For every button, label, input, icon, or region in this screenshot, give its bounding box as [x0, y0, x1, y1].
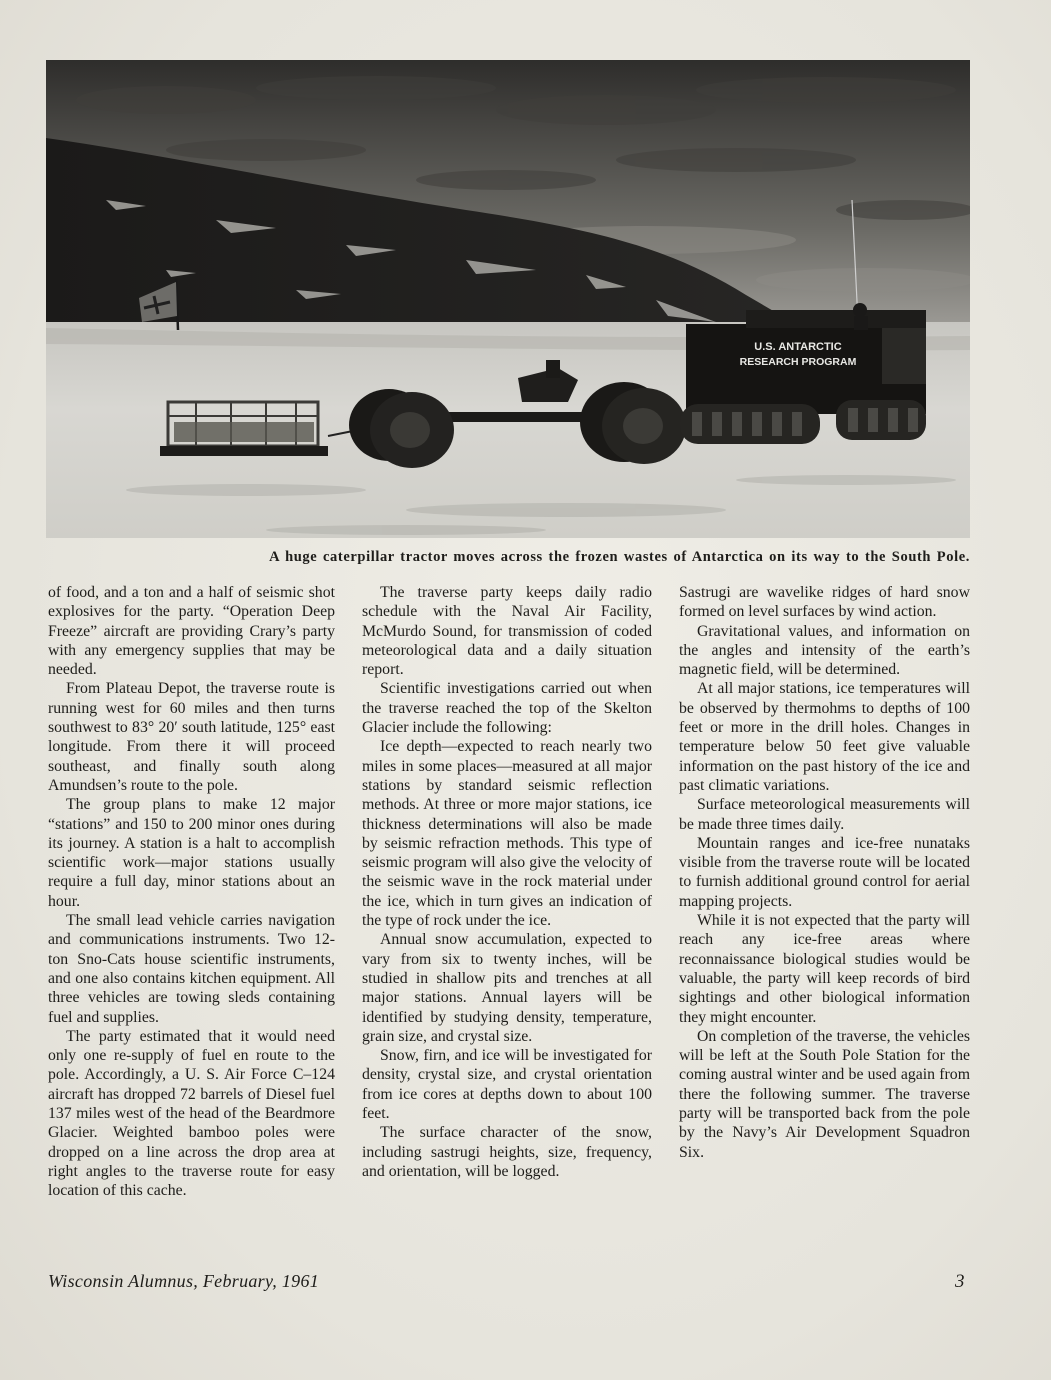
publication-footer: Wisconsin Alumnus, February, 1961	[48, 1271, 320, 1291]
paragraph: Ice depth—expected to reach nearly two miles in some places—measured at all major stations by standard seismic reflection methods. At three or more major stations, ice thickness determinations will also be made by seismic refraction methods. This type of seismic program will also give the velocity of the seismic wave in the rock material under the ice, which in turn gives an indication of the type of rock under the ice.	[362, 738, 652, 930]
paragraph: From Plateau Depot, the traverse route is running west for 60 miles and then turns southwest to 83° 20′ south latitude, 125° east longitude. From there it will proceed southeast, and finally south along Amundsen’s route to the pole.	[48, 680, 335, 794]
paragraph: Sastrugi are wavelike ridges of hard snow formed on level surfaces by wind action.	[679, 584, 970, 621]
paragraph: Mountain ranges and ice-free nunataks visible from the traverse route will be located to furnish additional ground control for aerial mapping projects.	[679, 834, 970, 910]
paragraph: At all major stations, ice temperatures will be observed by thermohms to depths of 100 feet or more in the drill holes. Changes in temperature below 50 feet give valuable information on the past history of the ice and past climatic variations.	[679, 680, 970, 794]
paragraph: The surface character of the snow, including sastrugi heights, size, frequency, and orientation, will be logged.	[362, 1124, 652, 1180]
antarctic-tractor-photo	[46, 60, 970, 538]
vehicle-label-line2: RESEARCH PROGRAM	[739, 356, 857, 368]
paragraph: Gravitational values, and information on the angles and intensity of the earth’s magnetic field, will be determined.	[679, 622, 970, 679]
photo-illustration	[46, 60, 970, 538]
photo-caption: A huge caterpillar tractor moves across the frozen wastes of Antarctica on its way to the South Pole.	[269, 549, 970, 565]
paragraph: The small lead vehicle carries navigation and communications instruments. Two 12-ton Sno-Cats house scientific instruments, and one also contains kitchen equipment. All three vehicles are towing sleds containing fuel and supplies.	[48, 912, 335, 1026]
paragraph: Scientific investigations carried out when the traverse reached the top of the Skelton Glacier include the following:	[362, 680, 652, 737]
paragraph: The group plans to make 12 major “stations” and 150 to 200 minor ones during its journey. A station is a halt to accomplish scientific work—major stations usually require a full day, minor stations about an hour.	[48, 796, 335, 910]
paragraph: The traverse party keeps daily radio schedule with the Naval Air Facility, McMurdo Sound, for transmission of coded meteorological data and a daily situation report.	[362, 584, 652, 679]
paragraph: Snow, firn, and ice will be investigated for density, crystal size, and crystal orientation from ice cores at depths down to about 100 feet.	[362, 1047, 652, 1123]
paragraph: The party estimated that it would need only one re-supply of fuel en route to the pole. Accordingly, a U. S. Air Force C–124 aircraft has dropped 72 barrels of Diesel fuel 137 miles west of the head of the Beardmore Glacier. Weighted bamboo poles were dropped on a line across the drop area at right angles to the traverse route for easy location of this cache.	[48, 1027, 335, 1200]
paragraph: On completion of the traverse, the vehicles will be left at the South Pole Station for the coming austral winter and be used again from there the following summer. The traverse party will be transported back from the pole by the Navy’s Air Development Squadron Six.	[679, 1027, 970, 1161]
text-column-3	[679, 583, 970, 1162]
page-number: 3	[955, 1271, 965, 1292]
paragraph: Annual snow accumulation, expected to vary from six to twenty inches, will be studied in shallow pits and trenches at all major stations. Annual layers will be identified by studying density, temperature, grain size, and crystal size.	[362, 931, 652, 1045]
paragraph: Surface meteorological measurements will be made three times daily.	[679, 796, 970, 833]
text-column-2	[362, 583, 652, 1181]
text-column-1	[48, 583, 335, 1201]
vehicle-label-line1: U.S. ANTARCTIC	[754, 341, 842, 353]
paragraph: of food, and a ton and a half of seismic shot explosives for the party. “Operation Deep Freeze” aircraft are providing Crary’s party with any emergency supplies that may be needed.	[48, 584, 335, 679]
paragraph: While it is not expected that the party will reach any ice-free areas where reconnaissance biological studies would be valuable, the party will keep records of bird sightings and other biological information they might encounter.	[679, 912, 970, 1026]
